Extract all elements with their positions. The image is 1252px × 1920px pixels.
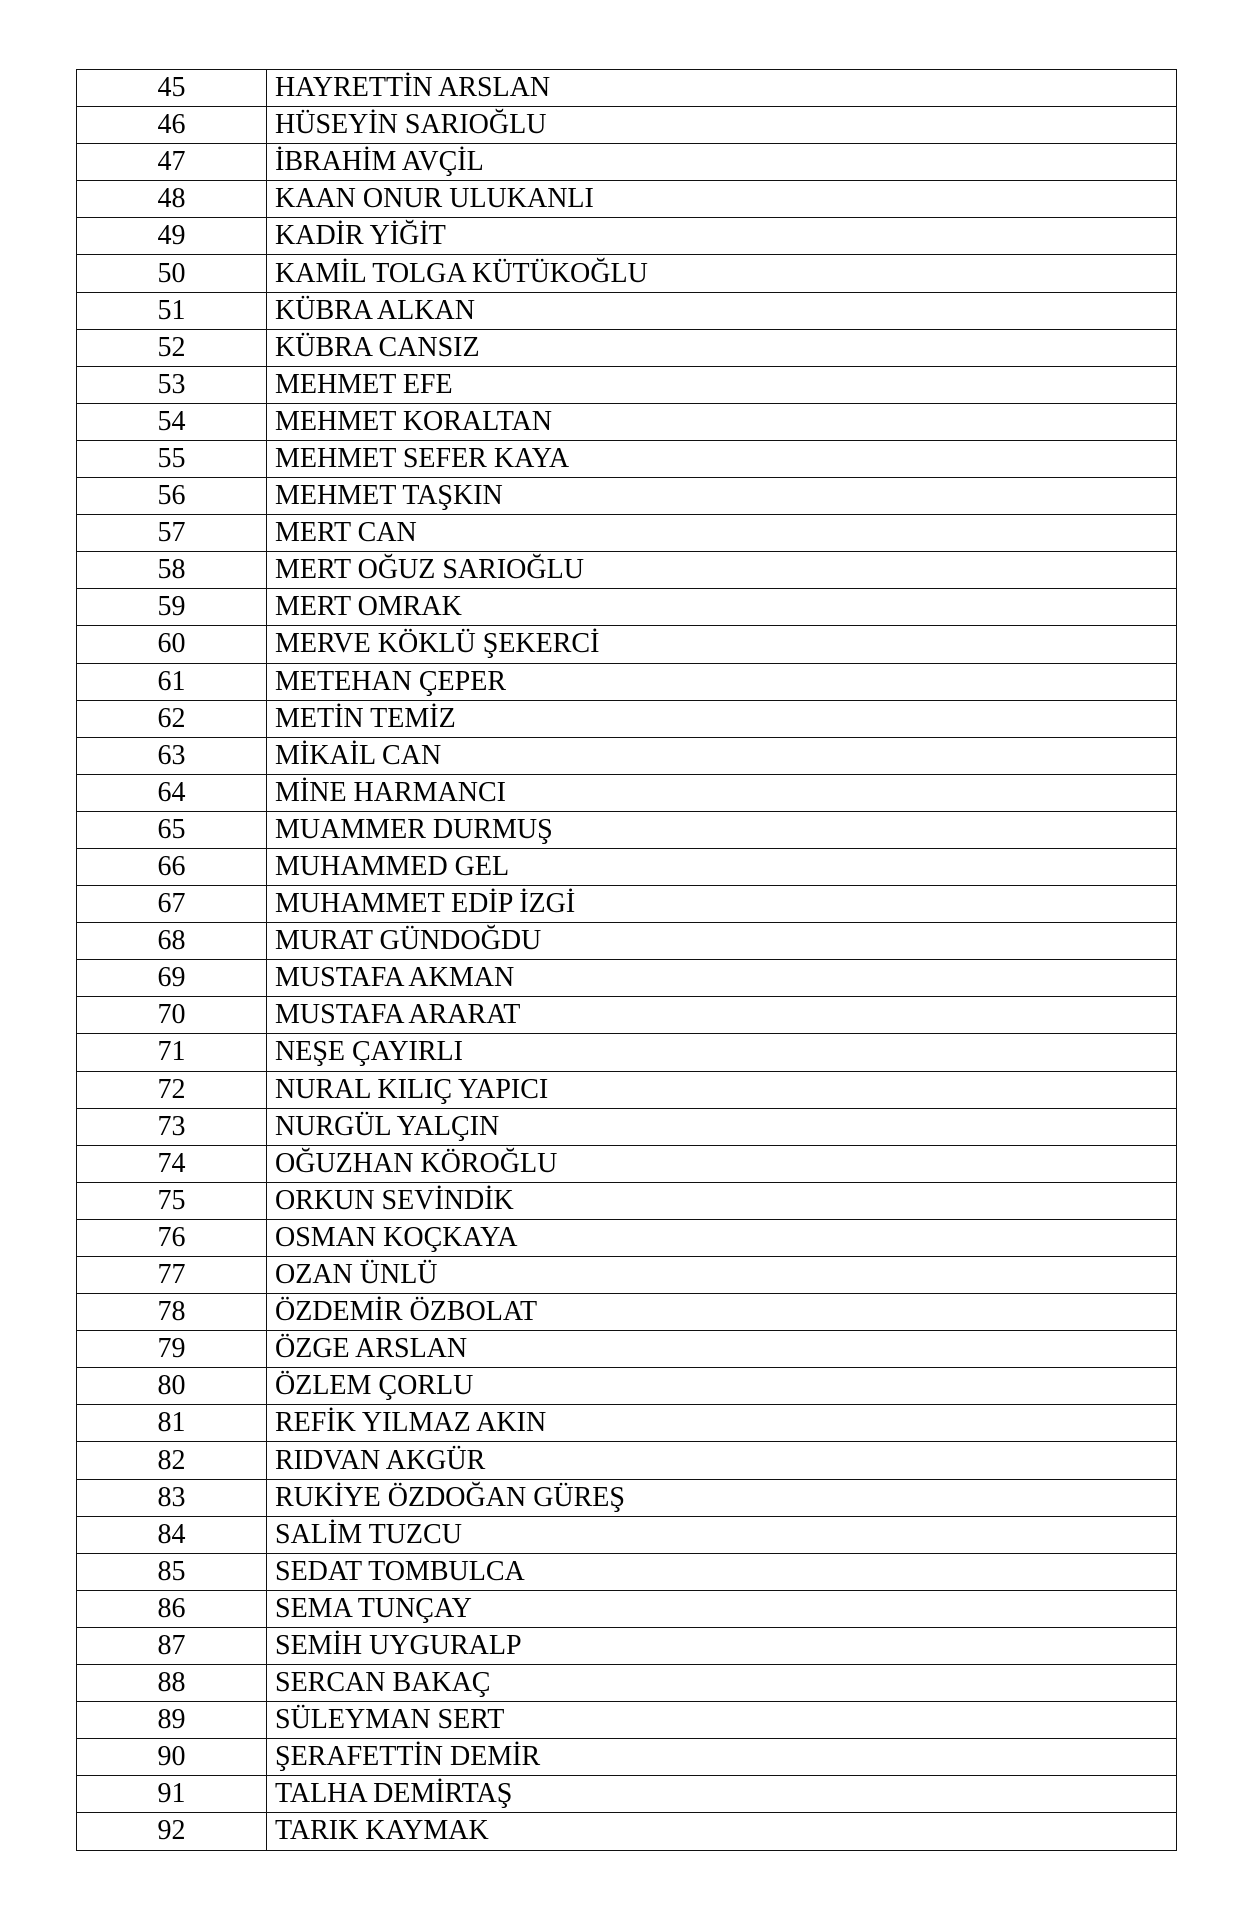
table-row	[77, 329, 1177, 366]
row-number: 60	[77, 626, 267, 663]
row-number: 57	[77, 515, 267, 552]
person-name: MUSTAFA AKMAN	[267, 960, 1177, 997]
table-row	[77, 107, 1177, 144]
table-row	[77, 1590, 1177, 1627]
table-row	[77, 1108, 1177, 1145]
row-number: 63	[77, 737, 267, 774]
person-name: RUKİYE ÖZDOĞAN GÜREŞ	[267, 1479, 1177, 1516]
table-row	[77, 1071, 1177, 1108]
row-number: 76	[77, 1219, 267, 1256]
table-row	[77, 1516, 1177, 1553]
row-number: 90	[77, 1739, 267, 1776]
person-name: KAAN ONUR ULUKANLI	[267, 181, 1177, 218]
row-number: 52	[77, 329, 267, 366]
table-row	[77, 1776, 1177, 1813]
row-number: 71	[77, 1034, 267, 1071]
row-number: 59	[77, 589, 267, 626]
table-row	[77, 552, 1177, 589]
person-name: OSMAN KOÇKAYA	[267, 1219, 1177, 1256]
table-row	[77, 403, 1177, 440]
table-row	[77, 626, 1177, 663]
row-number: 83	[77, 1479, 267, 1516]
person-name: OĞUZHAN KÖROĞLU	[267, 1145, 1177, 1182]
person-name: RIDVAN AKGÜR	[267, 1442, 1177, 1479]
row-number: 48	[77, 181, 267, 218]
person-name: METEHAN ÇEPER	[267, 663, 1177, 700]
table-row	[77, 515, 1177, 552]
person-name: MİNE HARMANCI	[267, 774, 1177, 811]
table-row	[77, 181, 1177, 218]
person-name: ORKUN SEVİNDİK	[267, 1182, 1177, 1219]
table-row	[77, 70, 1177, 107]
row-number: 54	[77, 403, 267, 440]
person-name: MİKAİL CAN	[267, 737, 1177, 774]
person-name: SERCAN BAKAÇ	[267, 1665, 1177, 1702]
person-name: İBRAHİM AVÇİL	[267, 144, 1177, 181]
row-number: 46	[77, 107, 267, 144]
table-row	[77, 1368, 1177, 1405]
table-row	[77, 589, 1177, 626]
person-name: SALİM TUZCU	[267, 1516, 1177, 1553]
table-row	[77, 218, 1177, 255]
row-number: 62	[77, 700, 267, 737]
person-name: REFİK YILMAZ AKIN	[267, 1405, 1177, 1442]
person-name: NURAL KILIÇ YAPICI	[267, 1071, 1177, 1108]
person-name: SÜLEYMAN SERT	[267, 1702, 1177, 1739]
person-name: TALHA DEMİRTAŞ	[267, 1776, 1177, 1813]
person-name: SEDAT TOMBULCA	[267, 1553, 1177, 1590]
row-number: 79	[77, 1331, 267, 1368]
row-number: 66	[77, 848, 267, 885]
person-name: SEMA TUNÇAY	[267, 1590, 1177, 1627]
row-number: 86	[77, 1590, 267, 1627]
person-name: MUHAMMED GEL	[267, 848, 1177, 885]
row-number: 70	[77, 997, 267, 1034]
table-row	[77, 292, 1177, 329]
row-number: 61	[77, 663, 267, 700]
row-number: 67	[77, 886, 267, 923]
table-row	[77, 700, 1177, 737]
person-name: MEHMET KORALTAN	[267, 403, 1177, 440]
row-number: 55	[77, 440, 267, 477]
person-name: MERVE KÖKLÜ ŞEKERCİ	[267, 626, 1177, 663]
row-number: 53	[77, 366, 267, 403]
person-name: MUSTAFA ARARAT	[267, 997, 1177, 1034]
person-name: KÜBRA CANSIZ	[267, 329, 1177, 366]
table-row	[77, 1294, 1177, 1331]
person-name: TARIK KAYMAK	[267, 1813, 1177, 1850]
person-name: ÖZLEM ÇORLU	[267, 1368, 1177, 1405]
table-row	[77, 1331, 1177, 1368]
table-row	[77, 1442, 1177, 1479]
row-number: 69	[77, 960, 267, 997]
table-row	[77, 440, 1177, 477]
table-row	[77, 1182, 1177, 1219]
table-row	[77, 1034, 1177, 1071]
table-row	[77, 886, 1177, 923]
table-row	[77, 366, 1177, 403]
table-row	[77, 144, 1177, 181]
row-number: 75	[77, 1182, 267, 1219]
row-number: 77	[77, 1257, 267, 1294]
person-name: HAYRETTİN ARSLAN	[267, 70, 1177, 107]
person-name: KADİR YİĞİT	[267, 218, 1177, 255]
person-name: MUAMMER DURMUŞ	[267, 811, 1177, 848]
table-row	[77, 923, 1177, 960]
row-number: 73	[77, 1108, 267, 1145]
table-row	[77, 1145, 1177, 1182]
person-name: NEŞE ÇAYIRLI	[267, 1034, 1177, 1071]
name-list-table	[76, 69, 1177, 1851]
row-number: 49	[77, 218, 267, 255]
row-number: 91	[77, 1776, 267, 1813]
row-number: 58	[77, 552, 267, 589]
row-number: 82	[77, 1442, 267, 1479]
table-row	[77, 997, 1177, 1034]
person-name: SEMİH UYGURALP	[267, 1627, 1177, 1664]
table-row	[77, 1665, 1177, 1702]
row-number: 85	[77, 1553, 267, 1590]
table-row	[77, 478, 1177, 515]
person-name: MERT OMRAK	[267, 589, 1177, 626]
row-number: 74	[77, 1145, 267, 1182]
row-number: 80	[77, 1368, 267, 1405]
table-row	[77, 774, 1177, 811]
person-name: KÜBRA ALKAN	[267, 292, 1177, 329]
person-name: OZAN ÜNLÜ	[267, 1257, 1177, 1294]
row-number: 68	[77, 923, 267, 960]
row-number: 88	[77, 1665, 267, 1702]
row-number: 81	[77, 1405, 267, 1442]
table-row	[77, 1702, 1177, 1739]
person-name: MEHMET SEFER KAYA	[267, 440, 1177, 477]
person-name: MUHAMMET EDİP İZGİ	[267, 886, 1177, 923]
row-number: 51	[77, 292, 267, 329]
table-row	[77, 1813, 1177, 1850]
row-number: 89	[77, 1702, 267, 1739]
table-row	[77, 811, 1177, 848]
table-row	[77, 1627, 1177, 1664]
row-number: 78	[77, 1294, 267, 1331]
table-row	[77, 1479, 1177, 1516]
row-number: 64	[77, 774, 267, 811]
person-name: HÜSEYİN SARIOĞLU	[267, 107, 1177, 144]
row-number: 50	[77, 255, 267, 292]
table-row	[77, 1219, 1177, 1256]
person-name: ŞERAFETTİN DEMİR	[267, 1739, 1177, 1776]
table-row	[77, 1553, 1177, 1590]
row-number: 56	[77, 478, 267, 515]
table-row	[77, 1257, 1177, 1294]
table-row	[77, 255, 1177, 292]
person-name: MEHMET EFE	[267, 366, 1177, 403]
table-row	[77, 848, 1177, 885]
person-name: MURAT GÜNDOĞDU	[267, 923, 1177, 960]
table-row	[77, 663, 1177, 700]
table-row	[77, 1405, 1177, 1442]
person-name: ÖZDEMİR ÖZBOLAT	[267, 1294, 1177, 1331]
name-list-body	[77, 70, 1177, 1851]
person-name: MERT OĞUZ SARIOĞLU	[267, 552, 1177, 589]
person-name: METİN TEMİZ	[267, 700, 1177, 737]
row-number: 72	[77, 1071, 267, 1108]
person-name: ÖZGE ARSLAN	[267, 1331, 1177, 1368]
person-name: MEHMET TAŞKIN	[267, 478, 1177, 515]
person-name: NURGÜL YALÇIN	[267, 1108, 1177, 1145]
row-number: 65	[77, 811, 267, 848]
row-number: 92	[77, 1813, 267, 1850]
row-number: 45	[77, 70, 267, 107]
person-name: MERT CAN	[267, 515, 1177, 552]
table-row	[77, 960, 1177, 997]
row-number: 84	[77, 1516, 267, 1553]
table-row	[77, 1739, 1177, 1776]
table-row	[77, 737, 1177, 774]
row-number: 87	[77, 1627, 267, 1664]
row-number: 47	[77, 144, 267, 181]
person-name: KAMİL TOLGA KÜTÜKOĞLU	[267, 255, 1177, 292]
